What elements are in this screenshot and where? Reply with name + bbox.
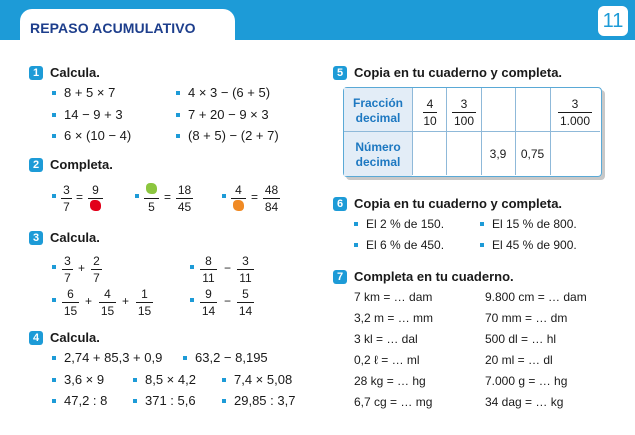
fraction-3a-1: $\frac{3}{7}$ (62, 254, 73, 285)
fraction-2a-left: $\frac{3}{7}$ (61, 183, 72, 214)
table-fraction-1: $\frac{4}{10}$ (423, 97, 437, 128)
conversion-right-2: 70 mm = … dm (485, 311, 568, 325)
table-fraction-3: $\frac{3}{1.000}$ (559, 97, 591, 128)
fraction-3b-1: $\frac{8}{11}$ (200, 254, 217, 285)
exercise-1c: 14 − 9 + 3 (52, 107, 123, 122)
conversion-right-5: 7.000 g = … hg (485, 374, 568, 388)
fraction-3c-2: $\frac{4}{15}$ (100, 287, 115, 318)
bullet-icon (176, 113, 180, 117)
plus-sign: + (85, 294, 93, 308)
conversion-left-5: 28 kg = … hg (354, 374, 426, 388)
fraction-2b-left: 5 (144, 183, 159, 214)
exercise-6a: El 2 % de 150. (354, 217, 444, 231)
table-col-divider (412, 88, 413, 175)
equals-sign: = (76, 190, 84, 204)
bullet-icon (133, 378, 137, 382)
bullet-icon (222, 378, 226, 382)
bullet-icon (135, 194, 139, 198)
exercise-1d: 7 + 20 − 9 × 3 (176, 107, 269, 122)
fraction-3d-1: $\frac{9}{14}$ (201, 287, 216, 318)
green-blank-icon (146, 183, 157, 194)
fraction-3b-2: $\frac{3}{11}$ (237, 254, 254, 285)
conversion-right-6: 34 dag = … kg (485, 395, 564, 409)
fraction-3c-3: $\frac{1}{15}$ (137, 287, 152, 318)
bullet-icon (480, 243, 484, 247)
exercise-1e: 6 × (10 − 4) (52, 128, 131, 143)
fraction-3d-2: $\frac{5}{14}$ (238, 287, 253, 318)
section-2-badge: 2 (29, 158, 43, 172)
section-3-title: Calcula. (50, 230, 100, 245)
exercise-6d: El 45 % de 900. (480, 238, 577, 252)
table-header-fraccion: Fracción decimal (344, 88, 412, 132)
fraction-2a-right: 9 (88, 183, 103, 215)
conversion-left-3: 3 kl = … dal (354, 332, 418, 346)
bullet-icon (52, 399, 56, 403)
page-title: REPASO ACUMULATIVO (30, 20, 196, 36)
bullet-icon (190, 265, 194, 269)
bullet-icon (222, 399, 226, 403)
bullet-icon (133, 399, 137, 403)
exercise-4c: 3,6 × 9 (52, 372, 104, 387)
section-6-title: Copia en tu cuaderno y completa. (354, 196, 563, 211)
exercise-4g: 371 : 5,6 (133, 393, 196, 408)
minus-sign: − (224, 294, 232, 308)
section-6-badge: 6 (333, 197, 347, 211)
conversion-right-1: 9.800 cm = … dam (485, 290, 587, 304)
bullet-icon (52, 378, 56, 382)
conversion-left-2: 3,2 m = … mm (354, 311, 434, 325)
table-header-numero: Número decimal (344, 132, 412, 176)
bullet-icon (52, 194, 56, 198)
table-col-divider (446, 88, 447, 175)
page-number: 11 (596, 4, 630, 38)
fraction-3a-2: $\frac{2}{7}$ (91, 254, 102, 285)
bullet-icon (354, 222, 358, 226)
bullet-icon (190, 298, 194, 302)
section-1-badge: 1 (29, 66, 43, 80)
conversion-left-1: 7 km = … dam (354, 290, 433, 304)
fraction-3c-1: $\frac{6}{15}$ (63, 287, 78, 318)
table-col-divider (481, 88, 482, 175)
fraction-2b-right: $\frac{18}{45}$ (177, 183, 192, 214)
exercise-4f: 47,2 : 8 (52, 393, 107, 408)
bullet-icon (176, 134, 180, 138)
section-7-badge: 7 (333, 270, 347, 284)
exercise-6c: El 6 % de 450. (354, 238, 444, 252)
table-col-divider (550, 88, 551, 175)
fraction-2c-left: 4 (231, 183, 246, 215)
bullet-icon (52, 298, 56, 302)
equals-sign: = (164, 190, 172, 204)
equals-sign: = (251, 190, 259, 204)
table-decimal-1: 3,9 (489, 147, 507, 161)
bullet-icon (52, 134, 56, 138)
exercise-1f: (8 + 5) − (2 + 7) (176, 128, 279, 143)
bullet-icon (176, 91, 180, 95)
exercise-4b: 63,2 − 8,195 (183, 350, 268, 365)
fraction-2c-right: $\frac{48}{84}$ (264, 183, 279, 214)
red-blank-icon (90, 200, 101, 211)
table-row-divider (344, 131, 600, 132)
bullet-icon (222, 194, 226, 198)
section-2-title: Completa. (50, 157, 113, 172)
conversion-right-3: 500 dl = … hl (485, 332, 557, 346)
fraction-decimal-table (343, 87, 602, 177)
plus-sign: + (122, 294, 130, 308)
section-5-badge: 5 (333, 66, 347, 80)
table-decimal-2: 0,75 (520, 147, 545, 161)
exercise-4a: 2,74 + 85,3 + 0,9 (52, 350, 162, 365)
section-4-badge: 4 (29, 331, 43, 345)
section-1-title: Calcula. (50, 65, 100, 80)
section-3-badge: 3 (29, 231, 43, 245)
conversion-left-4: 0,2 ℓ = … ml (354, 353, 420, 367)
bullet-icon (52, 265, 56, 269)
orange-blank-icon (233, 200, 244, 211)
bullet-icon (183, 356, 187, 360)
conversion-right-4: 20 ml = … dl (485, 353, 553, 367)
section-4-title: Calcula. (50, 330, 100, 345)
exercise-4h: 29,85 : 3,7 (222, 393, 295, 408)
section-5-title: Copia en tu cuaderno y completa. (354, 65, 563, 80)
exercise-1a: 8 + 5 × 7 (52, 85, 115, 100)
table-fraction-2: $\frac{3}{100}$ (453, 97, 475, 128)
exercise-1b: 4 × 3 − (6 + 5) (176, 85, 270, 100)
bullet-icon (480, 222, 484, 226)
section-7-title: Completa en tu cuaderno. (354, 269, 514, 284)
minus-sign: − (224, 261, 232, 275)
plus-sign: + (78, 261, 86, 275)
bullet-icon (52, 91, 56, 95)
table-col-divider (515, 88, 516, 175)
exercise-6b: El 15 % de 800. (480, 217, 577, 231)
bullet-icon (52, 356, 56, 360)
conversion-left-6: 6,7 cg = … mg (354, 395, 433, 409)
bullet-icon (354, 243, 358, 247)
bullet-icon (52, 113, 56, 117)
exercise-4e: 7,4 × 5,08 (222, 372, 292, 387)
exercise-4d: 8,5 × 4,2 (133, 372, 196, 387)
